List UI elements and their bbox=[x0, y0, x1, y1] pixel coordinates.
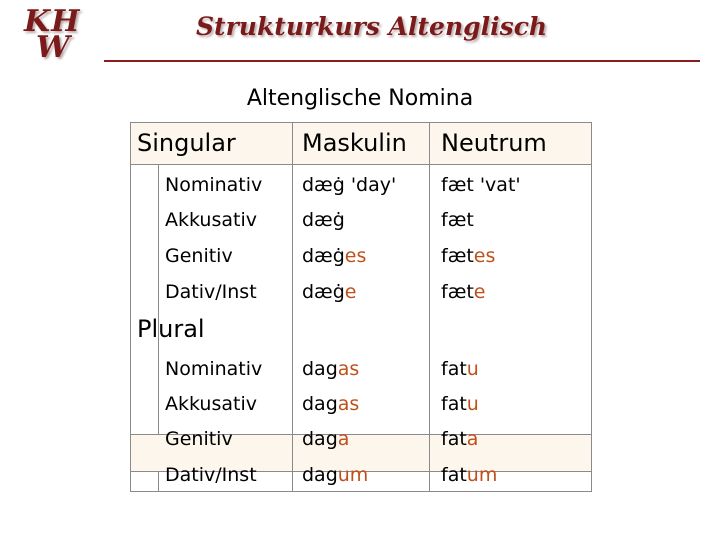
header-neutrum: Neutrum bbox=[441, 129, 547, 157]
logo-line-1: KH bbox=[24, 4, 81, 39]
singular-masc-dativ: dæġe bbox=[302, 281, 357, 303]
plural-case-akkusativ: Akkusativ bbox=[165, 393, 257, 415]
singular-neut-nominativ: fæt 'vat' bbox=[441, 174, 521, 196]
header-divider bbox=[104, 60, 700, 62]
plural-masc-akkusativ: dagas bbox=[302, 393, 360, 415]
singular-neut-dativ: fæte bbox=[441, 281, 486, 303]
plural-case-genitiv: Genitiv bbox=[165, 428, 233, 450]
plural-case-nominativ: Nominativ bbox=[165, 358, 263, 380]
indent-divider-plural bbox=[158, 471, 159, 491]
column-divider-2 bbox=[429, 123, 430, 491]
singular-case-dativ: Dativ/Inst bbox=[165, 281, 257, 303]
singular-neut-genitiv: fætes bbox=[441, 245, 496, 267]
header-singular: Singular bbox=[137, 129, 236, 157]
plural-masc-genitiv: daga bbox=[302, 428, 350, 450]
plural-case-dativ: Dativ/Inst bbox=[165, 464, 257, 486]
indent-divider-singular bbox=[158, 164, 159, 435]
singular-case-akkusativ: Akkusativ bbox=[165, 209, 257, 231]
plural-masc-nominativ: dagas bbox=[302, 358, 360, 380]
singular-case-genitiv: Genitiv bbox=[165, 245, 233, 267]
noun-declension-table bbox=[130, 122, 592, 492]
logo-line-2: W bbox=[36, 30, 70, 65]
singular-masc-akkusativ: dæġ bbox=[302, 209, 345, 231]
plural-masc-dativ: dagum bbox=[302, 464, 369, 486]
singular-neut-akkusativ: fæt bbox=[441, 209, 474, 231]
slide-title: Altenglische Nomina bbox=[246, 86, 474, 111]
plural-neut-akkusativ: fatu bbox=[441, 393, 479, 415]
plural-label: Plural bbox=[137, 315, 205, 343]
singular-case-nominativ: Nominativ bbox=[165, 174, 263, 196]
singular-masc-genitiv: dæġes bbox=[302, 245, 367, 267]
plural-neut-dativ: fatum bbox=[441, 464, 498, 486]
column-divider-1 bbox=[292, 123, 293, 491]
plural-neut-genitiv: fata bbox=[441, 428, 479, 450]
singular-masc-nominativ: dæġ 'day' bbox=[302, 174, 397, 196]
header-maskulin: Maskulin bbox=[302, 129, 407, 157]
plural-neut-nominativ: fatu bbox=[441, 358, 479, 380]
khw-logo bbox=[24, 4, 90, 65]
course-title: Strukturkurs Altenglisch bbox=[196, 12, 548, 41]
